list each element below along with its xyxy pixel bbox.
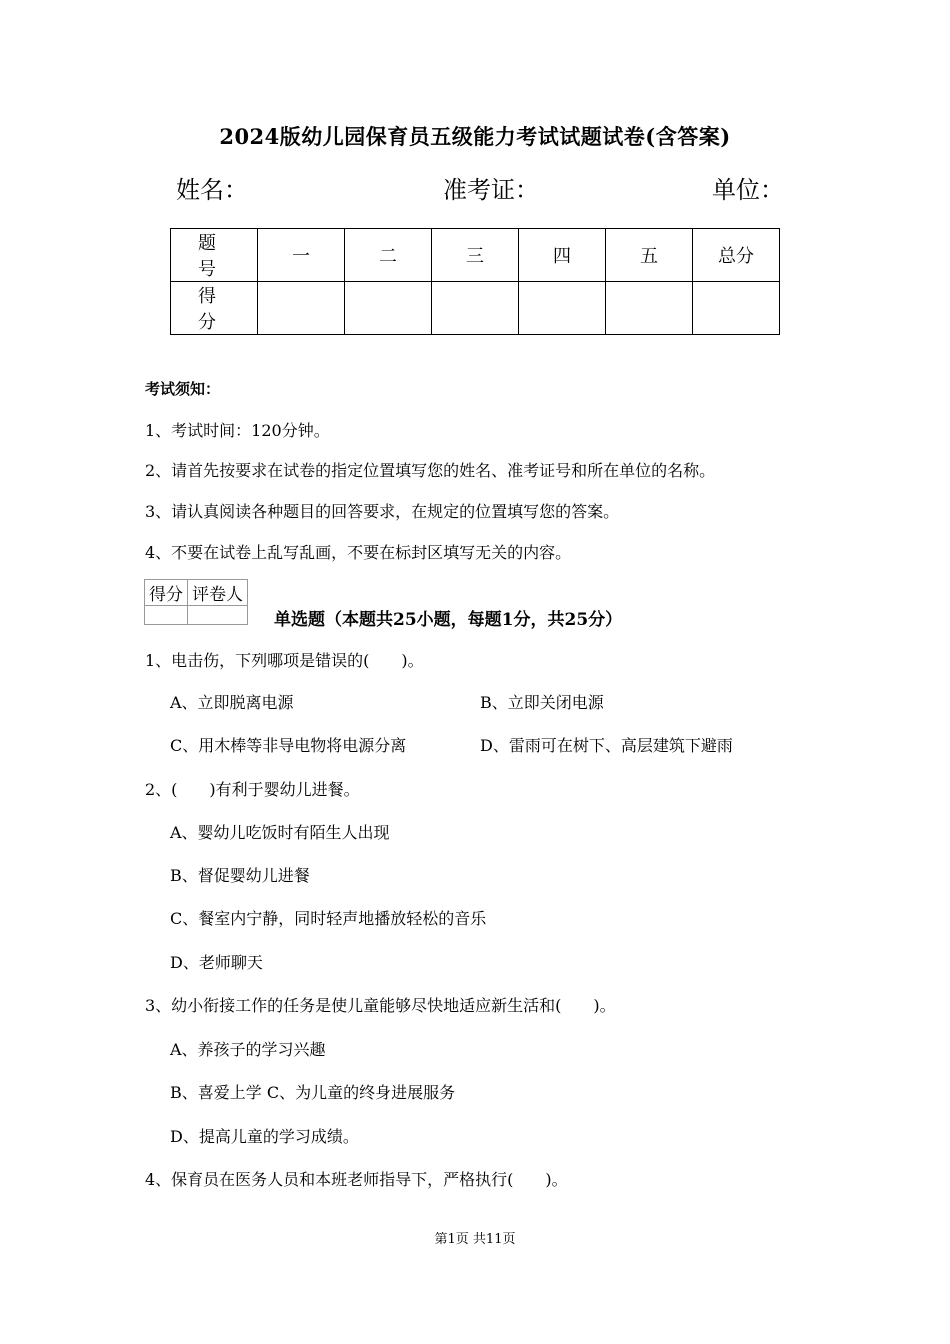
score-input-cell[interactable]	[606, 282, 693, 335]
grader-box-score-cell[interactable]	[145, 606, 188, 625]
unit-label: 单位：	[712, 176, 784, 204]
notice-item: 2、请首先按要求在试卷的指定位置填写您的姓名、准考证号和所在单位的名称。	[145, 461, 716, 480]
score-input-cell[interactable]	[258, 282, 345, 335]
score-table	[170, 228, 780, 335]
question-option: C、用木棒等非导电物将电源分离	[170, 736, 407, 755]
exam-id-label: 准考证：	[443, 176, 539, 204]
score-table-cell: 五	[606, 229, 693, 282]
grader-box-score-label: 得分	[145, 580, 188, 606]
grader-box	[144, 579, 248, 625]
question-option: A、养孩子的学习兴趣	[170, 1040, 326, 1059]
score-row-label: 得 分	[171, 282, 258, 335]
question-stem: 3、幼小衔接工作的任务是使儿童能够尽快地适应新生活和( )。	[145, 996, 616, 1015]
question-stem: 2、( )有利于婴幼儿进餐。	[145, 780, 360, 799]
grader-box-grader-label: 评卷人	[188, 580, 248, 606]
notice-item: 3、请认真阅读各种题目的回答要求，在规定的位置填写您的答案。	[145, 502, 620, 521]
score-table-cell: 三	[432, 229, 519, 282]
question-option: A、婴幼儿吃饭时有陌生人出现	[170, 823, 390, 842]
notice-item: 1、考试时间：120分钟。	[145, 421, 330, 440]
score-table-cell: 题 号	[171, 229, 258, 282]
notice-item: 4、不要在试卷上乱写乱画，不要在标封区填写无关的内容。	[145, 543, 572, 562]
question-stem: 1、电击伤，下列哪项是错误的( )。	[145, 651, 424, 670]
score-table-cell: 二	[345, 229, 432, 282]
notice-heading: 考试须知：	[145, 380, 221, 398]
section-title: 单选题（本题共25小题，每题1分，共25分）	[274, 610, 623, 630]
question-option: C、餐室内宁静，同时轻声地播放轻松的音乐	[170, 909, 487, 928]
score-table-cell: 四	[519, 229, 606, 282]
score-input-cell[interactable]	[432, 282, 519, 335]
question-option: B、喜爱上学 C、为儿童的终身进展服务	[170, 1083, 456, 1102]
question-option: D、雷雨可在树下、高层建筑下避雨	[480, 736, 733, 755]
name-label: 姓名：	[176, 176, 248, 204]
question-option: B、督促婴幼儿进餐	[170, 866, 310, 885]
score-table-cell: 一	[258, 229, 345, 282]
page-title: 2024版幼儿园保育员五级能力考试试题试卷(含答案)	[219, 124, 731, 149]
score-table-header-row	[171, 229, 780, 282]
question-option: D、老师聊天	[170, 953, 263, 972]
score-table-cell: 总分	[693, 229, 780, 282]
score-input-cell[interactable]	[519, 282, 606, 335]
question-option: A、立即脱离电源	[170, 693, 294, 712]
grader-box-grader-cell[interactable]	[188, 606, 248, 625]
question-stem: 4、保育员在医务人员和本班老师指导下，严格执行( )。	[145, 1170, 568, 1189]
score-input-cell[interactable]	[345, 282, 432, 335]
score-table-score-row	[171, 282, 780, 335]
question-option: D、提高儿童的学习成绩。	[170, 1127, 359, 1146]
question-option: B、立即关闭电源	[480, 693, 604, 712]
page-footer: 第1页 共11页	[434, 1232, 516, 1247]
score-input-cell[interactable]	[693, 282, 780, 335]
